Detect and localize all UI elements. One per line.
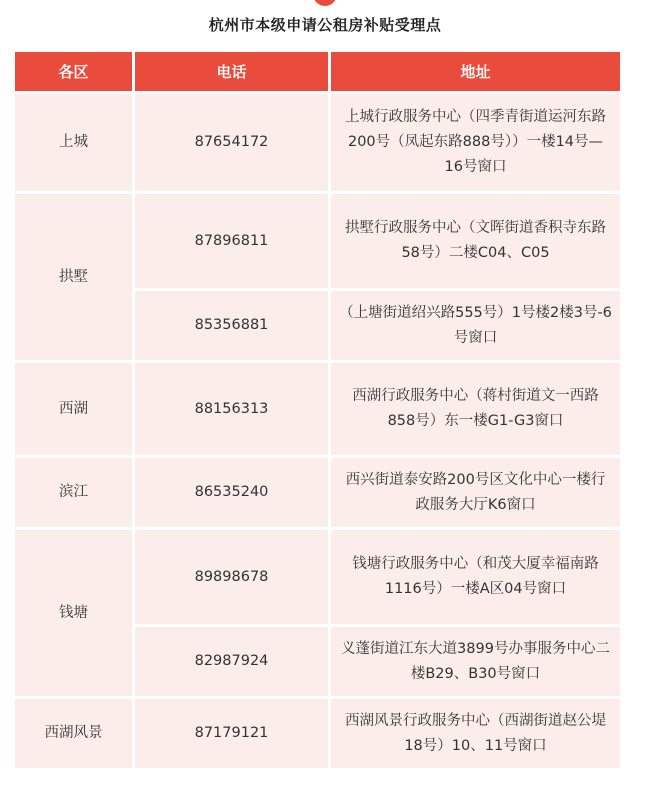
phone-cell: 87896811	[135, 194, 328, 288]
address-cell: 西湖行政服务中心（蒋村街道文一西路858号）东一楼G1-G3窗口	[331, 363, 620, 455]
header-phone: 电话	[135, 52, 328, 91]
phone-cell: 88156313	[135, 363, 328, 455]
table-row	[15, 458, 620, 527]
address-cell: 西兴街道泰安路200号区文化中心一楼行政服务大厅K6窗口	[331, 458, 620, 527]
address-cell: 钱塘行政服务中心（和茂大厦幸福南路1116号）一楼A区04号窗口	[331, 530, 620, 624]
district-cell: 西湖风景	[15, 699, 132, 768]
address-cell: 拱墅行政服务中心（文晖街道香积寺东路58号）二楼C04、C05	[331, 194, 620, 288]
table-row	[15, 699, 620, 768]
table-header-row	[15, 52, 620, 91]
header-district: 各区	[15, 52, 132, 91]
table-row	[15, 363, 620, 455]
district-cell: 上城	[15, 94, 132, 191]
address-cell: 上城行政服务中心（四季青街道运河东路200号（凤起东路888号））一楼14号—16号窗口	[331, 94, 620, 191]
phone-cell: 89898678	[135, 530, 328, 624]
header-address: 地址	[331, 52, 620, 91]
service-points-table	[12, 49, 623, 771]
table-row	[15, 530, 620, 624]
district-cell: 滨江	[15, 458, 132, 527]
phone-cell: 87654172	[135, 94, 328, 191]
address-cell: 义蓬街道江东大道3899号办事服务中心二楼B29、B30号窗口	[331, 627, 620, 696]
table-row	[15, 194, 620, 288]
phone-cell: 85356881	[135, 291, 328, 360]
district-cell: 西湖	[15, 363, 132, 455]
phone-cell: 86535240	[135, 458, 328, 527]
table-row	[15, 94, 620, 191]
district-cell: 拱墅	[15, 194, 132, 360]
phone-cell: 87179121	[135, 699, 328, 768]
address-cell: （上塘街道绍兴路555号）1号楼2楼3号-6号窗口	[331, 291, 620, 360]
address-cell: 西湖风景行政服务中心（西湖街道赵公堤18号）10、11号窗口	[331, 699, 620, 768]
district-cell: 钱塘	[15, 530, 132, 696]
phone-cell: 82987924	[135, 627, 328, 696]
accent-mark	[313, 0, 337, 6]
page-title: 杭州市本级申请公租房补贴受理点	[208, 16, 442, 34]
